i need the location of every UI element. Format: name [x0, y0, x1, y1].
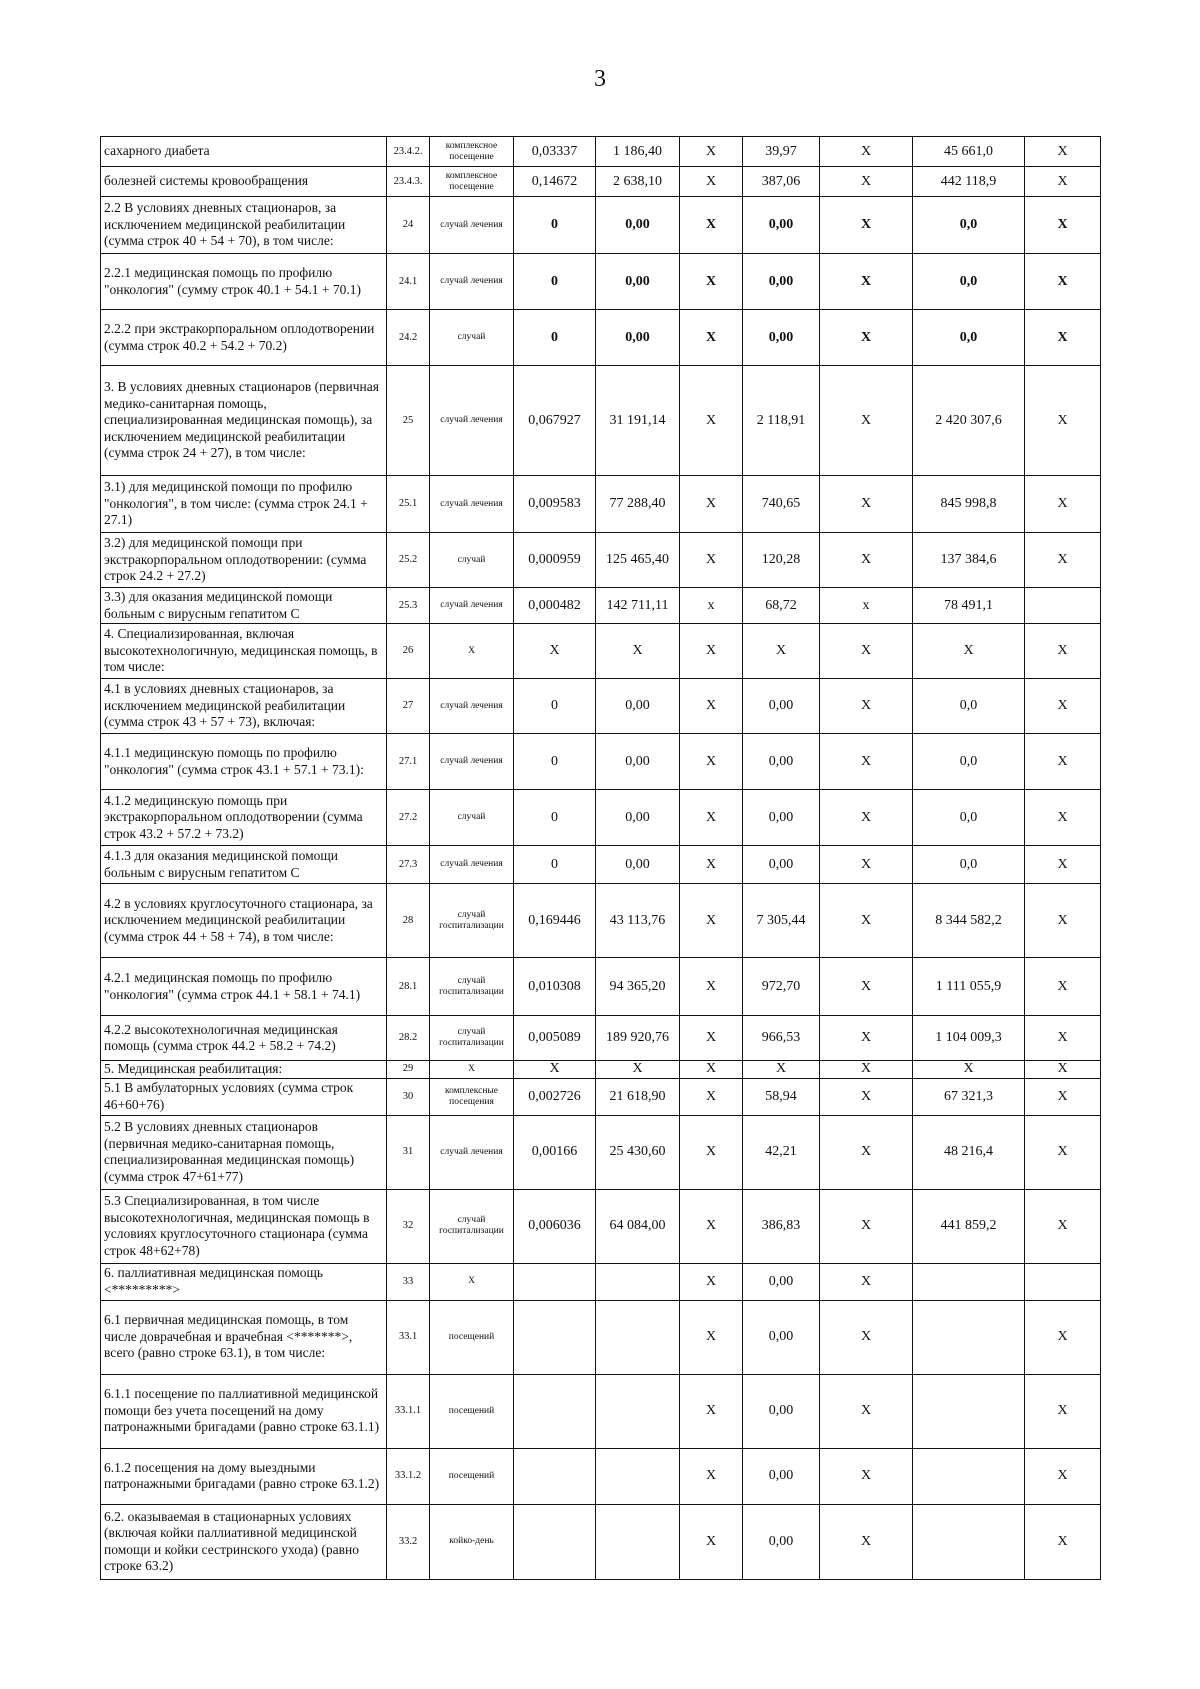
row-label: 6.2. оказываемая в стационарных условиях (включая койки паллиативной медицинской помощи и койки сестринского ухода) (равно строке 63.2) [101, 1504, 387, 1579]
per-capita-budget-cell: X [680, 310, 743, 366]
total-budget-cell: X [820, 624, 913, 679]
unit-cell: комплексное посещение [430, 167, 514, 197]
unit-cell: X [430, 1263, 514, 1300]
per-capita-budget-cell: X [680, 254, 743, 310]
row-code: 24 [387, 197, 430, 254]
cost-per-unit-cell: 0,00 [596, 846, 680, 884]
cost-per-unit-cell [596, 1300, 680, 1374]
table-row [101, 1115, 1101, 1189]
cost-per-unit-cell [596, 1374, 680, 1448]
row-code: 24.1 [387, 254, 430, 310]
row-code: 30 [387, 1078, 430, 1115]
norm-volume-cell [514, 1300, 596, 1374]
cost-per-unit-cell: 21 618,90 [596, 1078, 680, 1115]
unit-cell: посещений [430, 1448, 514, 1504]
row-label: 4.1 в условиях дневных стационаров, за исключением медицинской реабилитации (сумма строк 43 + 57 + 73), включая: [101, 679, 387, 734]
per-capita-oms-cell: 0,00 [743, 734, 820, 790]
share-cell: X [1025, 1448, 1101, 1504]
per-capita-budget-cell: X [680, 1300, 743, 1374]
row-code: 28.2 [387, 1016, 430, 1061]
table-row [101, 1504, 1101, 1579]
per-capita-budget-cell: X [680, 1374, 743, 1448]
norm-volume-cell: X [514, 1061, 596, 1079]
cost-per-unit-cell: 25 430,60 [596, 1115, 680, 1189]
row-label: 6.1 первичная медицинская помощь, в том числе доврачебная и врачебная <*******>, всего (равно строке 63.1), в том числе: [101, 1300, 387, 1374]
row-code: 28 [387, 884, 430, 958]
table-row [101, 1300, 1101, 1374]
row-label: 6.1.1 посещение по паллиативной медицинской помощи без учета посещений на дому патронажными бригадами (равно строке 63.1.1) [101, 1374, 387, 1448]
cost-per-unit-cell: 2 638,10 [596, 167, 680, 197]
cost-per-unit-cell: 31 191,14 [596, 366, 680, 476]
row-code: 27.2 [387, 790, 430, 846]
row-code: 25.1 [387, 476, 430, 533]
norm-volume-cell: 0,010308 [514, 958, 596, 1016]
share-cell: X [1025, 679, 1101, 734]
total-oms-cell: 1 104 009,3 [913, 1016, 1025, 1061]
share-cell: X [1025, 476, 1101, 533]
row-code: 33.2 [387, 1504, 430, 1579]
total-oms-cell: 0,0 [913, 790, 1025, 846]
unit-cell: случай лечения [430, 1115, 514, 1189]
row-code: 29 [387, 1061, 430, 1079]
row-label: 2.2 В условиях дневных стационаров, за исключением медицинской реабилитации (сумма строк 40 + 54 + 70), в том числе: [101, 197, 387, 254]
unit-cell: случай лечения [430, 588, 514, 624]
row-code: 23.4.2. [387, 137, 430, 167]
table-row [101, 679, 1101, 734]
unit-cell: посещений [430, 1300, 514, 1374]
per-capita-oms-cell: X [743, 624, 820, 679]
total-oms-cell: 441 859,2 [913, 1189, 1025, 1263]
share-cell: X [1025, 1504, 1101, 1579]
row-label: 2.2.2 при экстракорпоральном оплодотворении (сумма строк 40.2 + 54.2 + 70.2) [101, 310, 387, 366]
table-row [101, 624, 1101, 679]
share-cell: X [1025, 1016, 1101, 1061]
per-capita-oms-cell: 386,83 [743, 1189, 820, 1263]
per-capita-oms-cell: 0,00 [743, 254, 820, 310]
table-row [101, 167, 1101, 197]
norm-volume-cell: 0,14672 [514, 167, 596, 197]
row-label: 3. В условиях дневных стационаров (первичная медико-санитарная помощь, специализированная медицинская помощь), за исключением медицинской реабилитации (сумма строк 24 + 27), в том числе: [101, 366, 387, 476]
total-budget-cell: X [820, 884, 913, 958]
per-capita-oms-cell: 972,70 [743, 958, 820, 1016]
total-oms-cell [913, 1374, 1025, 1448]
per-capita-budget-cell: X [680, 1016, 743, 1061]
per-capita-budget-cell: X [680, 1448, 743, 1504]
total-oms-cell: 0,0 [913, 679, 1025, 734]
share-cell: X [1025, 254, 1101, 310]
norm-volume-cell: 0 [514, 679, 596, 734]
total-budget-cell: X [820, 1374, 913, 1448]
table-row [101, 884, 1101, 958]
table-row [101, 790, 1101, 846]
per-capita-budget-cell: X [680, 679, 743, 734]
cost-per-unit-cell: X [596, 624, 680, 679]
share-cell: X [1025, 884, 1101, 958]
per-capita-oms-cell: 68,72 [743, 588, 820, 624]
total-budget-cell: X [820, 1061, 913, 1079]
norm-volume-cell: 0 [514, 254, 596, 310]
per-capita-oms-cell: 0,00 [743, 1448, 820, 1504]
share-cell: X [1025, 734, 1101, 790]
share-cell: X [1025, 1115, 1101, 1189]
unit-cell: случай лечения [430, 679, 514, 734]
row-code: 33 [387, 1263, 430, 1300]
total-oms-cell: 0,0 [913, 846, 1025, 884]
per-capita-budget-cell: X [680, 1115, 743, 1189]
page-number: 3 [594, 66, 606, 92]
row-label: 4. Специализированная, включая высокотехнологичную, медицинская помощь, в том числе: [101, 624, 387, 679]
per-capita-budget-cell: X [680, 1061, 743, 1079]
norm-volume-cell: 0 [514, 790, 596, 846]
total-oms-cell: 78 491,1 [913, 588, 1025, 624]
row-label: 5. Медицинская реабилитация: [101, 1061, 387, 1079]
per-capita-oms-cell: 42,21 [743, 1115, 820, 1189]
per-capita-oms-cell: 58,94 [743, 1078, 820, 1115]
total-oms-cell [913, 1263, 1025, 1300]
cost-per-unit-cell: 142 711,11 [596, 588, 680, 624]
row-label: 4.2 в условиях круглосуточного стационара, за исключением медицинской реабилитации (сумма строк 44 + 58 + 74), в том числе: [101, 884, 387, 958]
cost-per-unit-cell: 125 465,40 [596, 533, 680, 588]
row-label: 2.2.1 медицинская помощь по профилю "онкология" (сумму строк 40.1 + 54.1 + 70.1) [101, 254, 387, 310]
per-capita-oms-cell: 0,00 [743, 310, 820, 366]
norm-volume-cell: 0,006036 [514, 1189, 596, 1263]
unit-cell: случай лечения [430, 197, 514, 254]
share-cell: X [1025, 846, 1101, 884]
table-row [101, 254, 1101, 310]
unit-cell: случай лечения [430, 254, 514, 310]
total-budget-cell: X [820, 137, 913, 167]
per-capita-oms-cell: X [743, 1061, 820, 1079]
unit-cell: случай госпитализации [430, 1016, 514, 1061]
row-label: 3.3) для оказания медицинской помощи больным с вирусным гепатитом С [101, 588, 387, 624]
total-oms-cell: 2 420 307,6 [913, 366, 1025, 476]
cost-per-unit-cell: 0,00 [596, 679, 680, 734]
unit-cell: посещений [430, 1374, 514, 1448]
row-code: 23.4.3. [387, 167, 430, 197]
total-oms-cell [913, 1300, 1025, 1374]
per-capita-budget-cell: X [680, 1504, 743, 1579]
per-capita-budget-cell: X [680, 197, 743, 254]
share-cell: X [1025, 790, 1101, 846]
norm-volume-cell [514, 1504, 596, 1579]
total-budget-cell: X [820, 679, 913, 734]
per-capita-oms-cell: 2 118,91 [743, 366, 820, 476]
total-oms-cell: 137 384,6 [913, 533, 1025, 588]
total-oms-cell: X [913, 1061, 1025, 1079]
unit-cell: случай лечения [430, 476, 514, 533]
table-row [101, 1016, 1101, 1061]
total-budget-cell: X [820, 846, 913, 884]
table-row [101, 310, 1101, 366]
unit-cell: случай [430, 310, 514, 366]
norm-volume-cell: X [514, 624, 596, 679]
row-label: 6. паллиативная медицинская помощь <*********> [101, 1263, 387, 1300]
cost-per-unit-cell: 0,00 [596, 734, 680, 790]
table-row [101, 1189, 1101, 1263]
total-budget-cell: X [820, 790, 913, 846]
table-row [101, 1061, 1101, 1079]
total-budget-cell: X [820, 958, 913, 1016]
share-cell: X [1025, 137, 1101, 167]
table-row [101, 734, 1101, 790]
row-code: 26 [387, 624, 430, 679]
row-label: 3.2) для медицинской помощи при экстракорпоральном оплодотворении: (сумма строк 24.2 + 27.2) [101, 533, 387, 588]
unit-cell: случай [430, 790, 514, 846]
row-label: 4.2.2 высокотехнологичная медицинская помощь (сумма строк 44.2 + 58.2 + 74.2) [101, 1016, 387, 1061]
total-oms-cell: 0,0 [913, 254, 1025, 310]
per-capita-budget-cell: X [680, 167, 743, 197]
row-label: 5.3 Специализированная, в том числе высокотехнологичная, медицинская помощь в условиях круглосуточного стационара (сумма строк 48+62+78) [101, 1189, 387, 1263]
total-budget-cell: X [820, 197, 913, 254]
row-label: болезней системы кровообращения [101, 167, 387, 197]
norm-volume-cell: 0,005089 [514, 1016, 596, 1061]
unit-cell: случай лечения [430, 366, 514, 476]
unit-cell: случай лечения [430, 734, 514, 790]
row-label: 6.1.2 посещения на дому выездными патронажными бригадами (равно строке 63.1.2) [101, 1448, 387, 1504]
norm-volume-cell: 0 [514, 846, 596, 884]
per-capita-oms-cell: 120,28 [743, 533, 820, 588]
row-label: 4.1.1 медицинскую помощь по профилю "онкология" (сумма строк 43.1 + 57.1 + 73.1): [101, 734, 387, 790]
row-code: 27.3 [387, 846, 430, 884]
table-row [101, 1374, 1101, 1448]
total-oms-cell: 8 344 582,2 [913, 884, 1025, 958]
total-budget-cell: X [820, 1504, 913, 1579]
cost-per-unit-cell [596, 1263, 680, 1300]
per-capita-budget-cell: X [680, 533, 743, 588]
norm-volume-cell [514, 1448, 596, 1504]
per-capita-budget-cell: X [680, 1263, 743, 1300]
row-label: 4.2.1 медицинская помощь по профилю "онкология" (сумма строк 44.1 + 58.1 + 74.1) [101, 958, 387, 1016]
norm-volume-cell: 0,00166 [514, 1115, 596, 1189]
table-row [101, 1078, 1101, 1115]
per-capita-oms-cell: 966,53 [743, 1016, 820, 1061]
total-budget-cell: X [820, 1263, 913, 1300]
row-code: 33.1.1 [387, 1374, 430, 1448]
share-cell: X [1025, 167, 1101, 197]
per-capita-oms-cell: 0,00 [743, 1300, 820, 1374]
row-code: 25 [387, 366, 430, 476]
per-capita-oms-cell: 0,00 [743, 1374, 820, 1448]
unit-cell: случай [430, 533, 514, 588]
per-capita-budget-cell: X [680, 1189, 743, 1263]
unit-cell: X [430, 624, 514, 679]
per-capita-budget-cell: X [680, 476, 743, 533]
table-row [101, 366, 1101, 476]
share-cell: X [1025, 1078, 1101, 1115]
row-code: 33.1 [387, 1300, 430, 1374]
total-budget-cell: X [820, 254, 913, 310]
unit-cell: комплексное посещение [430, 137, 514, 167]
cost-per-unit-cell: 94 365,20 [596, 958, 680, 1016]
total-oms-cell [913, 1504, 1025, 1579]
total-budget-cell: X [820, 734, 913, 790]
row-label: 3.1) для медицинской помощи по профилю "онкология", в том числе: (сумма строк 24.1 + 27.1) [101, 476, 387, 533]
cost-per-unit-cell: 0,00 [596, 310, 680, 366]
per-capita-budget-cell: X [680, 1078, 743, 1115]
row-code: 24.2 [387, 310, 430, 366]
cost-per-unit-cell [596, 1448, 680, 1504]
per-capita-budget-cell: X [680, 958, 743, 1016]
total-oms-cell: 0,0 [913, 310, 1025, 366]
cost-per-unit-cell: 1 186,40 [596, 137, 680, 167]
total-budget-cell: X [820, 533, 913, 588]
total-budget-cell: X [820, 1448, 913, 1504]
total-oms-cell: 845 998,8 [913, 476, 1025, 533]
cost-per-unit-cell [596, 1504, 680, 1579]
row-label: 4.1.3 для оказания медицинской помощи больным с вирусным гепатитом С [101, 846, 387, 884]
row-code: 25.2 [387, 533, 430, 588]
per-capita-oms-cell: 0,00 [743, 197, 820, 254]
share-cell: X [1025, 197, 1101, 254]
total-budget-cell: X [820, 167, 913, 197]
share-cell: X [1025, 624, 1101, 679]
per-capita-oms-cell: 0,00 [743, 1504, 820, 1579]
unit-cell: X [430, 1061, 514, 1079]
share-cell: X [1025, 1300, 1101, 1374]
total-budget-cell: X [820, 1016, 913, 1061]
per-capita-oms-cell: 387,06 [743, 167, 820, 197]
total-oms-cell: X [913, 624, 1025, 679]
per-capita-budget-cell: x [680, 588, 743, 624]
per-capita-budget-cell: X [680, 137, 743, 167]
cost-per-unit-cell: X [596, 1061, 680, 1079]
total-budget-cell: X [820, 476, 913, 533]
total-budget-cell: X [820, 1300, 913, 1374]
row-code: 28.1 [387, 958, 430, 1016]
table-row [101, 958, 1101, 1016]
table-row [101, 588, 1101, 624]
total-budget-cell: X [820, 1115, 913, 1189]
cost-per-unit-cell: 64 084,00 [596, 1189, 680, 1263]
total-oms-cell: 1 111 055,9 [913, 958, 1025, 1016]
total-budget-cell: X [820, 1078, 913, 1115]
total-oms-cell: 45 661,0 [913, 137, 1025, 167]
per-capita-oms-cell: 7 305,44 [743, 884, 820, 958]
row-label: 5.1 В амбулаторных условиях (сумма строк 46+60+76) [101, 1078, 387, 1115]
table-row [101, 197, 1101, 254]
share-cell: X [1025, 1061, 1101, 1079]
cost-per-unit-cell: 0,00 [596, 790, 680, 846]
norm-volume-cell: 0,000959 [514, 533, 596, 588]
total-budget-cell: X [820, 366, 913, 476]
per-capita-oms-cell: 0,00 [743, 846, 820, 884]
row-code: 31 [387, 1115, 430, 1189]
per-capita-budget-cell: X [680, 366, 743, 476]
cost-per-unit-cell: 189 920,76 [596, 1016, 680, 1061]
total-oms-cell: 0,0 [913, 734, 1025, 790]
row-label: 5.2 В условиях дневных стационаров (первичная медико-санитарная помощь, специализированная медицинская помощь) (сумма строк 47+61+77) [101, 1115, 387, 1189]
unit-cell: случай госпитализации [430, 1189, 514, 1263]
total-budget-cell: X [820, 310, 913, 366]
unit-cell: койко-день [430, 1504, 514, 1579]
table-row [101, 137, 1101, 167]
unit-cell: комплексные посещения [430, 1078, 514, 1115]
norm-volume-cell: 0 [514, 734, 596, 790]
per-capita-budget-cell: X [680, 624, 743, 679]
share-cell [1025, 588, 1101, 624]
cost-per-unit-cell: 0,00 [596, 254, 680, 310]
total-oms-cell: 67 321,3 [913, 1078, 1025, 1115]
norm-volume-cell: 0 [514, 197, 596, 254]
norm-volume-cell [514, 1374, 596, 1448]
unit-cell: случай госпитализации [430, 884, 514, 958]
norm-volume-cell [514, 1263, 596, 1300]
row-label: сахарного диабета [101, 137, 387, 167]
per-capita-budget-cell: X [680, 790, 743, 846]
per-capita-oms-cell: 0,00 [743, 679, 820, 734]
norm-volume-cell: 0,169446 [514, 884, 596, 958]
share-cell: X [1025, 533, 1101, 588]
table-row [101, 1448, 1101, 1504]
total-budget-cell: x [820, 588, 913, 624]
table-row [101, 1263, 1101, 1300]
total-oms-cell [913, 1448, 1025, 1504]
row-code: 27.1 [387, 734, 430, 790]
table-row [101, 846, 1101, 884]
norm-volume-cell: 0,000482 [514, 588, 596, 624]
financing-table [100, 136, 1101, 1580]
share-cell [1025, 1263, 1101, 1300]
total-oms-cell: 0,0 [913, 197, 1025, 254]
table-row [101, 533, 1101, 588]
total-oms-cell: 48 216,4 [913, 1115, 1025, 1189]
per-capita-oms-cell: 0,00 [743, 790, 820, 846]
per-capita-oms-cell: 740,65 [743, 476, 820, 533]
row-label: 4.1.2 медицинскую помощь при экстракорпоральном оплодотворении (сумма строк 43.2 + 57.2 + 73.2) [101, 790, 387, 846]
row-code: 27 [387, 679, 430, 734]
per-capita-budget-cell: X [680, 884, 743, 958]
share-cell: X [1025, 958, 1101, 1016]
share-cell: X [1025, 366, 1101, 476]
norm-volume-cell: 0,03337 [514, 137, 596, 167]
per-capita-oms-cell: 0,00 [743, 1263, 820, 1300]
share-cell: X [1025, 1189, 1101, 1263]
per-capita-budget-cell: X [680, 734, 743, 790]
unit-cell: случай лечения [430, 846, 514, 884]
table-row [101, 476, 1101, 533]
row-code: 25.3 [387, 588, 430, 624]
total-oms-cell: 442 118,9 [913, 167, 1025, 197]
total-budget-cell: X [820, 1189, 913, 1263]
unit-cell: случай госпитализации [430, 958, 514, 1016]
cost-per-unit-cell: 0,00 [596, 197, 680, 254]
share-cell: X [1025, 1374, 1101, 1448]
row-code: 33.1.2 [387, 1448, 430, 1504]
cost-per-unit-cell: 43 113,76 [596, 884, 680, 958]
row-code: 32 [387, 1189, 430, 1263]
norm-volume-cell: 0 [514, 310, 596, 366]
norm-volume-cell: 0,067927 [514, 366, 596, 476]
cost-per-unit-cell: 77 288,40 [596, 476, 680, 533]
per-capita-budget-cell: X [680, 846, 743, 884]
norm-volume-cell: 0,002726 [514, 1078, 596, 1115]
per-capita-oms-cell: 39,97 [743, 137, 820, 167]
share-cell: X [1025, 310, 1101, 366]
norm-volume-cell: 0,009583 [514, 476, 596, 533]
